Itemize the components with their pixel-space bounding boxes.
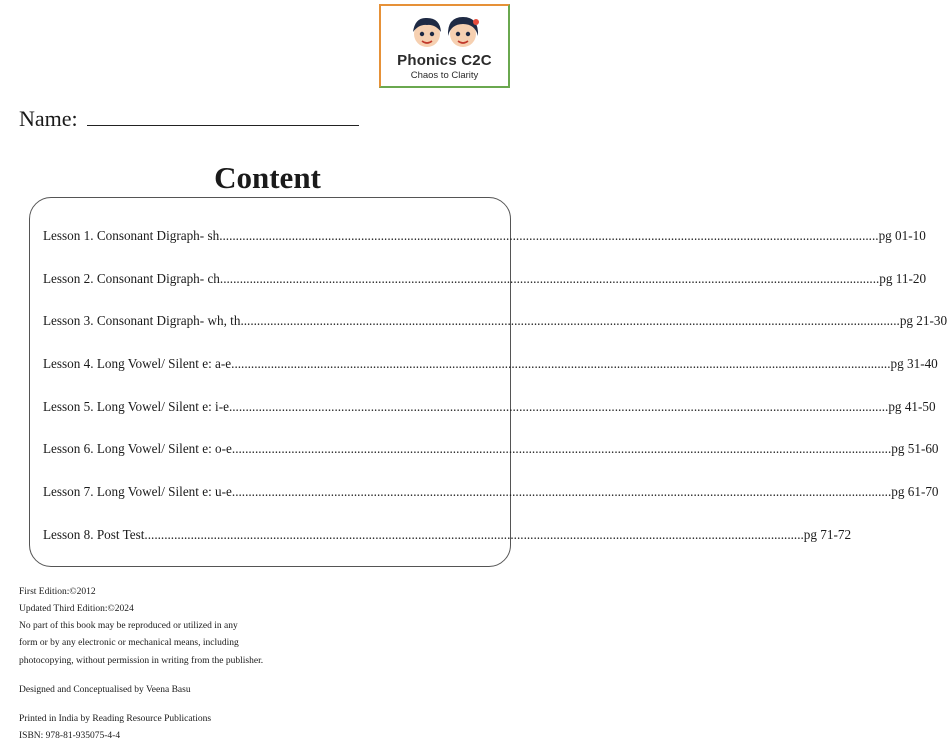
toc-item-pages: pg 51-60	[891, 441, 939, 456]
logo-name: Phonics C2C	[397, 52, 492, 69]
toc-dot-leader: ........................................................................................................................................................................................................	[231, 484, 892, 499]
toc-dot-leader: ........................................................................................................................................................................................................	[219, 228, 879, 243]
toc-dot-leader: ........................................................................................................................................................................................................	[231, 441, 892, 456]
contents-box	[29, 197, 511, 567]
toc-item-label: Lesson 7. Long Vowel/ Silent e: u-e	[43, 484, 232, 499]
isbn: ISBN: 978-81-935075-4-4	[19, 731, 121, 741]
rights-line-3: photocopying, without permission in writing from the publisher.	[19, 656, 264, 666]
toc-item-pages: pg 41-50	[888, 399, 936, 414]
toc-item-label: Lesson 1. Consonant Digraph- sh	[43, 228, 220, 243]
toc-item	[43, 356, 938, 372]
designed-by: Designed and Conceptualised by Veena Basu	[19, 685, 191, 695]
toc-item	[43, 484, 939, 500]
rights-line-1: No part of this book may be reproduced or utilized in any	[19, 621, 238, 631]
toc-item-label: Lesson 4. Long Vowel/ Silent e: a-e	[43, 356, 232, 371]
publisher-logo	[379, 4, 510, 88]
toc-item-label: Lesson 5. Long Vowel/ Silent e: i-e	[43, 399, 229, 414]
toc-dot-leader: ........................................................................................................................................................................................................	[219, 271, 880, 286]
toc-dot-leader: ........................................................................................................................................................................................................	[144, 527, 804, 542]
toc-item	[43, 527, 852, 543]
toc-item-pages: pg 71-72	[803, 527, 852, 542]
toc-item-label: Lesson 2. Consonant Digraph- ch	[43, 271, 220, 286]
toc-dot-leader: ........................................................................................................................................................................................................	[228, 399, 889, 414]
toc-dot-leader: ........................................................................................................................................................................................................	[231, 356, 891, 371]
toc-item-pages: pg 31-40	[890, 356, 938, 371]
toc-item-label: Lesson 8. Post Test	[43, 527, 145, 542]
toc-item	[43, 399, 936, 415]
toc-item-pages: pg 01-10	[878, 228, 926, 243]
printed-in: Printed in India by Reading Resource Publications	[19, 714, 212, 724]
toc-item	[43, 441, 939, 457]
kids-faces-icon	[405, 12, 485, 52]
toc-item-pages: pg 21-30	[899, 313, 947, 328]
toc-item	[43, 271, 927, 287]
toc-dot-leader: ........................................................................................................................................................................................................	[240, 313, 900, 328]
updated-edition: Updated Third Edition:©2024	[19, 604, 134, 614]
toc-item-label: Lesson 6. Long Vowel/ Silent e: o-e	[43, 441, 232, 456]
toc-item-pages: pg 11-20	[879, 271, 927, 286]
toc-item-pages: pg 61-70	[891, 484, 939, 499]
page-title: Content	[214, 160, 321, 195]
toc-item	[43, 313, 947, 329]
toc-item	[43, 228, 926, 244]
logo-tagline: Chaos to Clarity	[410, 70, 479, 81]
rights-line-2: form or by any electronic or mechanical means, including	[19, 638, 239, 648]
first-edition: First Edition:©2012	[19, 587, 96, 597]
name-blank-line[interactable]	[87, 125, 359, 126]
toc-item-label: Lesson 3. Consonant Digraph- wh, th	[43, 313, 241, 328]
name-label: Name:	[19, 106, 78, 131]
